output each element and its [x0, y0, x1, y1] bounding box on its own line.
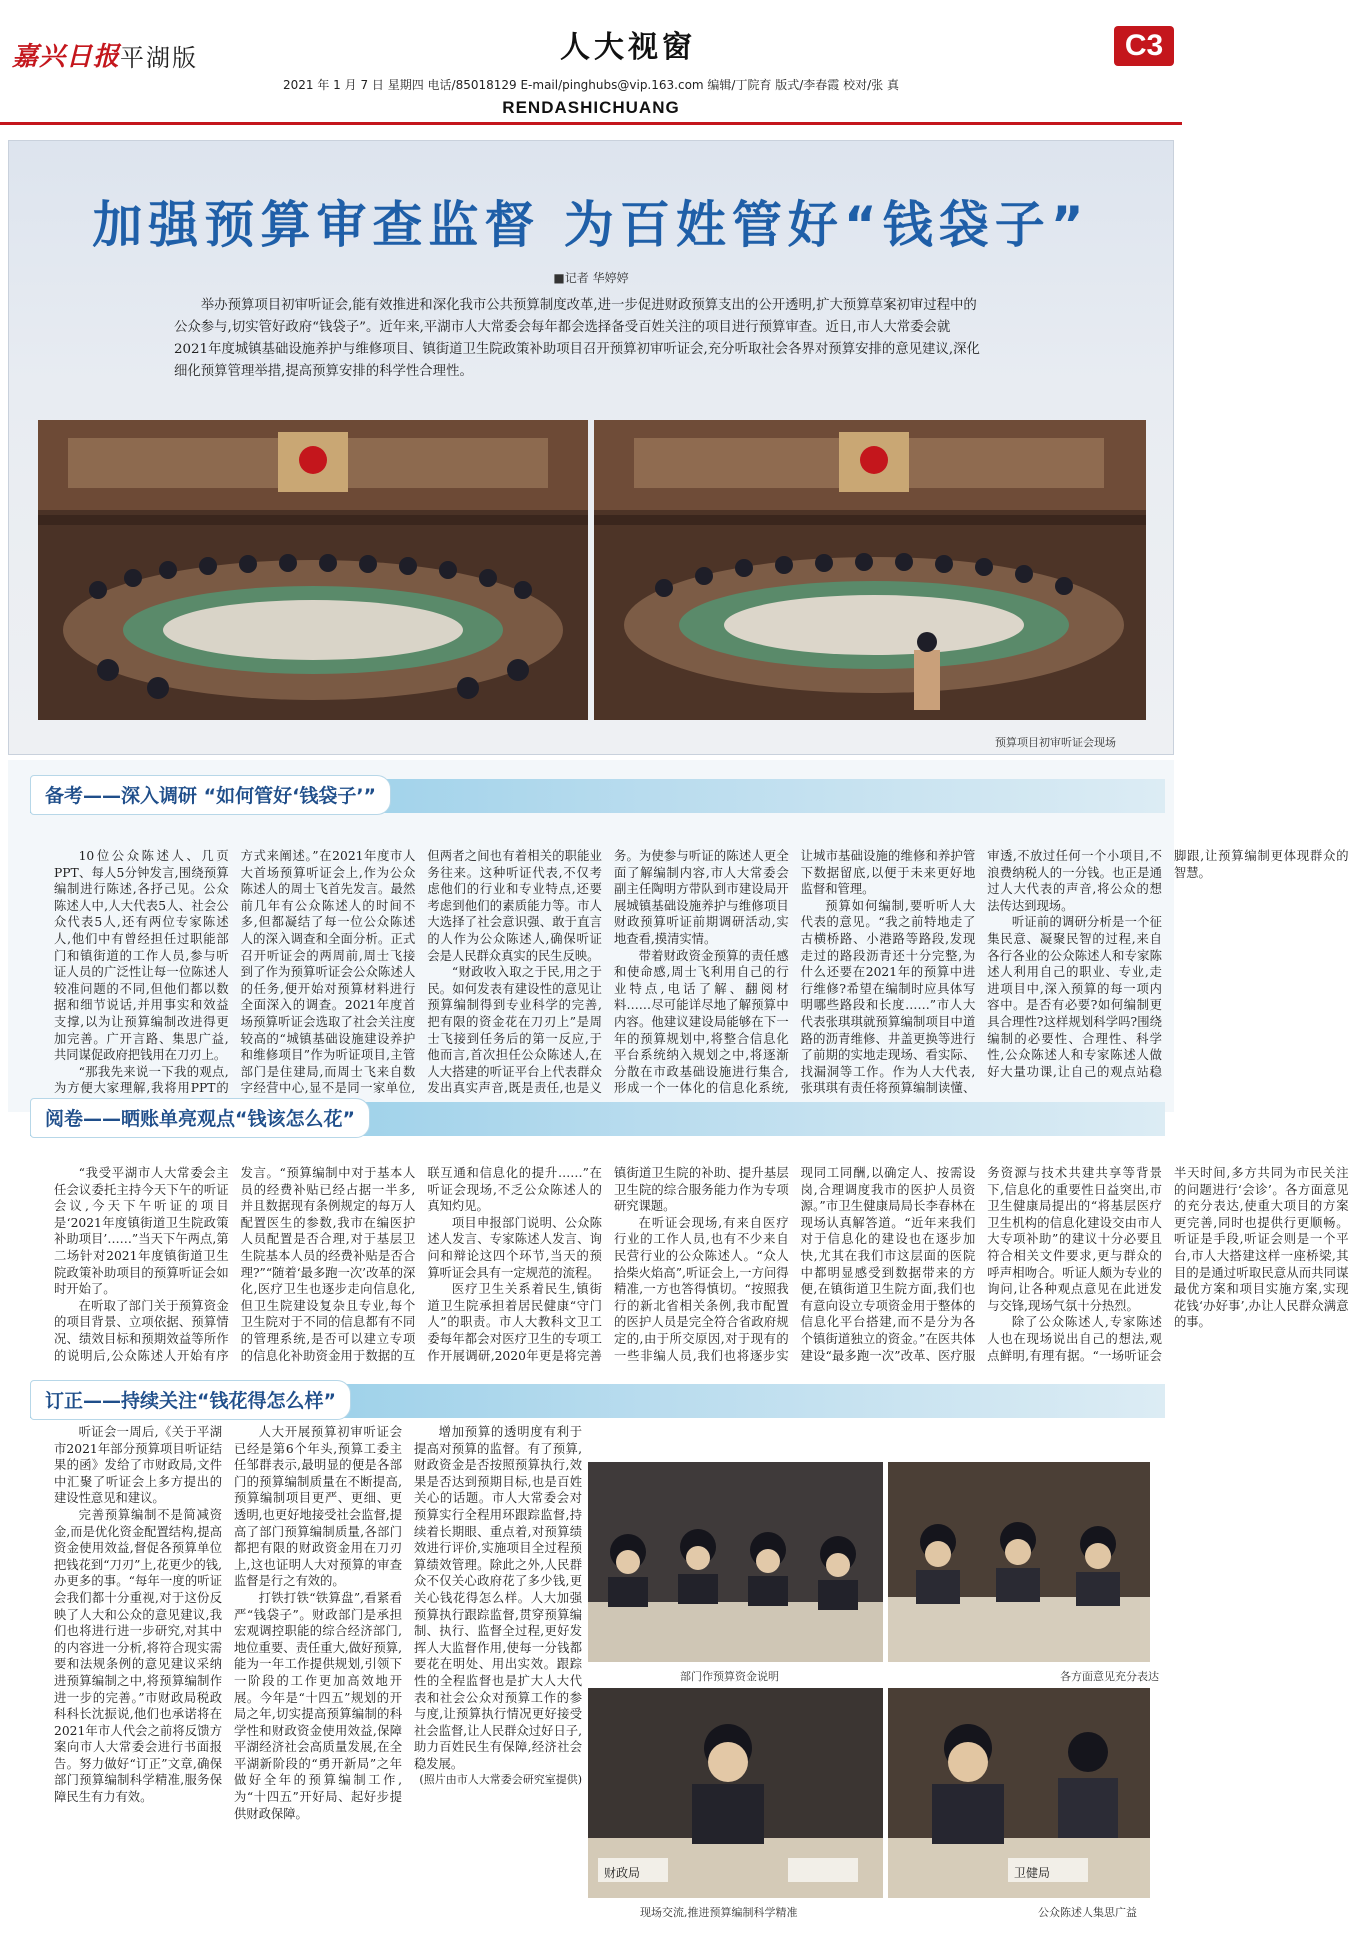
section-3-title: 订正——持续关注“钱花得怎么样” — [30, 1380, 351, 1420]
caption-dept-explanation: 部门作预算资金说明 — [680, 1670, 779, 1683]
photo-credit: (照片由市人大常委会研究室提供) — [419, 1773, 582, 1787]
photo-opinions — [888, 1462, 1150, 1662]
paragraph: “我受平湖市人大常委会主任会议委托主持今天下午的听证会议,今天下午听证的项目是‘2021年度镇街道卫生院政策补助项目’……”当天下午两点,第二场针对2021年度镇街道卫生院政策补助项目的预算听证会如时开始了。 — [54, 1166, 229, 1297]
paragraph: 医疗卫生关系着民生,镇街道卫生院承担着居民健康“守门人”的职责。市人大教科文卫工委每年都会对医疗卫生的专项工作开展调研,2020年更是将完善镇街道卫生院的补助、提升基层卫生院的综合服务能力作为专项研究课题。 — [427, 1166, 789, 1363]
paragraph: 10位公众陈述人、几页PPT、每人5分钟发言,围绕预算编制进行陈述,各抒己见。公众陈述人中,人大代表5人、社会公众代表5人,还有两位专家陈述人,他们中有曾经担任过职能部门和镇街道的工作人员,参与听证人员的广泛性让每一位陈述人较准问题的不同,但他们都以数据和细节说话,并用事实和效益支撑,以为让预算编制改进得更加完善。广开言路、集思广益,共同谋促政府把钱用在刀刃上。 — [54, 849, 229, 1063]
paragraph: 听证会一周后,《关于平湖市2021年部分预算项目听证结果的函》发给了市财政局,文件中汇聚了听证会上多方提出的建设性意见和建议。 — [54, 1425, 222, 1506]
section-2-title: 阅卷——晒账单亮观点“钱该怎么花” — [30, 1098, 370, 1138]
headline: 加强预算审查监督 为百姓管好“钱袋子” — [92, 196, 1090, 254]
photo-exchange — [588, 1688, 883, 1898]
people-illustration — [888, 1462, 1150, 1662]
hearing-photo-left — [38, 420, 588, 720]
section-3-banner — [30, 1380, 1165, 1420]
masthead-rule — [0, 122, 1182, 125]
caption-public-speakers: 公众陈述人集思广益 — [1038, 1906, 1137, 1919]
paragraph: 听证前的调研分析是一个征集民意、凝聚民智的过程,来自各行各业的公众陈述人和专家陈述人利用自己的职业、专业,走进项目中,深入预算的每一项内容中。是否有必要?如何编制更具合理性?这样规划科学吗?围绕编制的必要性、合理性、科学性,公众陈述人和专家陈述人做好大量功课,让自己的观点站稳脚跟,让预算编制更体现群众的智慧。 — [987, 849, 1349, 1079]
section-1-banner — [30, 775, 1165, 815]
section-2-body — [54, 1165, 1349, 1365]
section-1-title: 备考——深入调研 “如何管好‘钱袋子’” — [30, 775, 391, 815]
paragraph: 增加预算的透明度有利于提高对预算的监督。有了预算,财政资金是否按照预算执行,效果是否达到预期目标,也是百姓关心的话题。市人大常委会对预算实行全程用环跟踪监督,持续着长期眼、重点着,对预算绩效进行评价,实施项目全过程预算绩效管理。除此之外,人民群众不仅关心政府花了多少钱,更关心钱花得怎么样。人大加强预算执行跟踪监督,贯穿预算编制、执行、监督全过程,更好发挥人大监督作用,使每一分钱都要花在明处、用出实效。跟踪性的全程监督也是扩大人大代表和社会公众对预算工作的参与度,让预算执行情况更好接受社会监督,让人民群众过好日子,助力百姓民生有保障,经济社会稳发展。 — [414, 1425, 582, 1771]
paragraph: “财政收入取之于民,用之于民。如何发表有建设性的意见让预算编制得到专业科学的完善,把有限的资金花在刀刃上”是周士飞接到任务后的第一反应,于他而言,首次担任公众陈述人,在人大搭建的听证平台上代表群众发出真实声音,既是责任,也是义务。为使参与听证的陈述人更全面了解编制内容,市人大常委会副主任陶明方带队到市建设局开展城镇基础设施养护与维修项目财政预算听证前期调研活动,实地查看,摸清实情。 — [427, 849, 789, 1096]
section-roman: RENDASHICHUANG — [502, 98, 680, 117]
section-2-banner — [30, 1098, 1165, 1138]
page-number: C3 — [1114, 26, 1174, 66]
name-plate: 财政局 — [604, 1866, 641, 1880]
hearing-room-illustration — [594, 420, 1146, 720]
paragraph: 项目申报部门说明、公众陈述人发言、专家陈述人发言、询问和辩论这四个环节,当天的预算听证会具有一定规范的流程。 — [427, 1215, 602, 1280]
paragraph: 在听证会现场,有来自医疗行业的工作人员,也有不少来自民营行业的公众陈述人。“众人拾柴火焰高”,听证会上,一方问得精准,一方也答得慎切。“按照我行的新北省相关条例,我市配置的医护人员是完全符合省政府规定的,由于所交原因,对于现有的一些非编人员,我们也将逐步实现同工同酬,以确定人、按需设岗,合理调度我市的医护人员资源。”市卫生健康局局长李春林在现场认真解答道。“近年来我们对于信息化的建设也在逐步加快,尤其在我们市这层面的医院中都明显感受到数据带来的方便,在镇街道卫生院方面,我们也有意向设立专项资金用于整体的信息化平台搭建,而不是分为各个镇街道独立的资金。”在医共体建设“最多跑一次”改革、医疗服务资源与技术共建共享等背景下,信息化的重要性日益突出,市卫生健康局提出的“将基层医疗卫生机构的信息化建设交由市人大专项补助”的建议十分必要且符合相关文件要求,更与群众的呼声相吻合。听证人颇为专业的询问,让各种观点意见在此迸发与交锋,现场气氛十分热烈。 — [613, 1166, 1162, 1363]
paragraph: 打铁打铁“铁算盘”,看紧看严“钱袋子”。财政部门是承担宏观调控职能的综合经济部门,地位重要、责任重大,做好预算,能为一年工作提供规划,引领下一阶段的工作更加高效地开展。今年是“十四五”规划的开局之年,切实提高预算编制的科学性和财政资金使用效益,保障平湖经济社会高质量发展,在全平湖新阶段的“勇开新局”之年做好全年的预算编制工作,为“十四五”开好局、起好步提供财政保障。 — [234, 1590, 402, 1821]
section-1-body — [54, 848, 1349, 1106]
paragraph: 人大开展预算初审听证会已经是第6个年头,预算工委主任邹群表示,最明显的便是各部门的预算编制质量在不断提高,预算编制项目更严、更细、更透明,也更好地接受社会监督,提高了部门预算编制质量,各部门都把有限的财政资金用在刀刃上,这也证明人大对预算的审查监督是行之有效的。 — [234, 1425, 402, 1589]
paragraph: 在听取了部门关于预算资金的项目背景、立项依据、预算情况、绩效目标和预期效益等所作的说明后,公众陈述人开始有序发言。“预算编制中对于基本人员的经费补贴已经占据一半多,并且数据现有条例规定的每万人配置医生的参数,我市在编医护人员配置是否合理,对于基层卫生院基本人员的经费补贴是否合理?”“随着‘最多跑一次’改革的深化,医疗卫生也逐步走向信息化,但卫生院建设复杂且专业,每个卫生院对于不同的信息都有不同的管理系统,是否可以建立专项的信息化补助资金用于数据的互联互通和信息化的提升……”在听证会现场,不乏公众陈述人的真知灼见。 — [54, 1166, 602, 1363]
paragraph: 完善预算编制不是简减资金,而是优化资金配置结构,提高资金使用效益,督促各预算单位把钱花到“刀刃”上,花更少的钱,办更多的事。“每年一度的听证会我们都十分重视,对于这份反映了人大和公众的意见建议,我们也将进行进一步研究,对其中的内容进一分析,将符合现实需要和法规条例的意见建议采纳进预算编制之中,将预算编制作进一步的完善。”市财政局税政科科长沈振说,他们也承诺将在2021年市人代会之前将反馈方案向市人大常委会进行书面报告。努力做好“订正”文章,确保部门预算编制科学精准,服务保障民生有力有效。 — [54, 1507, 222, 1805]
paragraph: 预算如何编制,要听听人大代表的意见。“我之前特地走了古横桥路、小港路等路段,发现走过的路段沥青还十分完整,为什么还要在2021年的预算中进行维修?希望在编制时应具体写明哪些路段和长度……”市人大代表张琪琪就预算编制项目中道路的沥青维修、井盖更换等进行了前期的实地走现场、看实际、找漏洞等工作。作为人大代表,张琪琪有责任将预算编制读懂、审透,不放过任何一个小项目,不浪费纳税人的一分钱。也正是通过人大代表的声音,将公众的想法传达到现场。 — [800, 849, 1162, 1096]
caption-exchange: 现场交流,推进预算编制科学精准 — [640, 1906, 798, 1919]
lead-paragraph: 举办预算项目初审听证会,能有效推进和深化我市公共预算制度改革,进一步促进财政预算支出的公开透明,扩大预算草案初审过程中的公众参与,切实管好政府“钱袋子”。近年来,平湖市人大常委会每年都会选择备受百姓关注的项目进行预算审查。近日,市人大常委会就2021年度城镇基础设施养护与维修项目、镇街道卫生院政策补助项目召开预算初审听证会,充分听取社会各界对预算安排的意见建议,深化细化预算管理举措,提高预算安排的科学性合理性。 — [174, 298, 980, 379]
hearing-room-illustration — [38, 420, 588, 720]
name-plate: 卫健局 — [1014, 1866, 1051, 1880]
people-illustration — [588, 1462, 883, 1662]
byline: ■记者 华婷婷 — [553, 271, 629, 285]
edition-label: 平湖版 — [120, 44, 198, 72]
paragraph: 带着财政资金预算的责任感和使命感,周士飞利用自己的行业特点,电话了解、翻阅材料……尽可能详尽地了解预算中内容。他建议建设局能够在下一年的预算规划中,将整合信息化平台系统纳入规划之中,将逐渐分散在市政基础设施进行集合,形成一个一体化的信息化系统,让城市基础设施的维修和养护管下数据留底,以便于未来更好地监督和管理。 — [613, 849, 976, 1096]
masthead — [0, 0, 1182, 118]
photo-dept-explanation — [588, 1462, 883, 1662]
paragraph: 除了公众陈述人,专家陈述人也在现场说出自己的想法,观点鲜明,有理有据。“一场听证会半天时间,多方共同为市民关注的问题进行‘会诊’。各方面意见的充分表达,使重大项目的方案更完善,同时也提供行更顺畅。听证是手段,听证会则是一个平台,市人大搭建这样一座桥梁,其目的是通过听取民意从而共同谋最优方案和项目实施方案,实现花钱‘办好事’,办让人民群众满意的事。 — [987, 1166, 1349, 1363]
photo-public-speakers — [888, 1688, 1150, 1898]
paragraph: “那我先来说一下我的观点,为方便大家理解,我将用PPT的方式来阐述。”在2021年度市人大首场预算听证会上,作为公众陈述人的周士飞首先发言。最然前几年有公众陈述人的时间不多,但都凝结了每一位公众陈述人的深入调查和全面分析。正式召开听证会的两周前,周士飞接到了作为预算听证会公众陈述人的任务,便开始对预算材料进行全面深入的调查。2021年度首场预算听证会选取了社会关注度较高的“城镇基础设施建设养护和维修项目”作为听证项目,主管部门是住建局,而周士飞来自数字经营中心,显不是同一家单位,但两者之间也有着相关的职能业务往来。这种听证代表,不仅考虑他们的行业和专业特点,还要考虑到他们的素质能力等。市人大选择了社会意识强、敢于直言的人作为公众陈述人,确保听证会是人民群众真实的民生反映。 — [54, 849, 602, 1096]
hearing-photo-right — [594, 420, 1146, 720]
caption-opinions: 各方面意见充分表达 — [1060, 1670, 1159, 1683]
dateline: 2021 年 1 月 7 日 星期四 电话/85018129 E-mail/pinghubs@vip.163.com 编辑/丁院育 版式/李春霞 校对/张 真 — [283, 78, 899, 92]
section-3-body — [54, 1424, 582, 1914]
paper-logo: 嘉兴日报 — [12, 42, 121, 72]
section-title: 人大视窗 — [560, 30, 696, 65]
top-photo-caption: 预算项目初审听证会现场 — [995, 736, 1116, 749]
